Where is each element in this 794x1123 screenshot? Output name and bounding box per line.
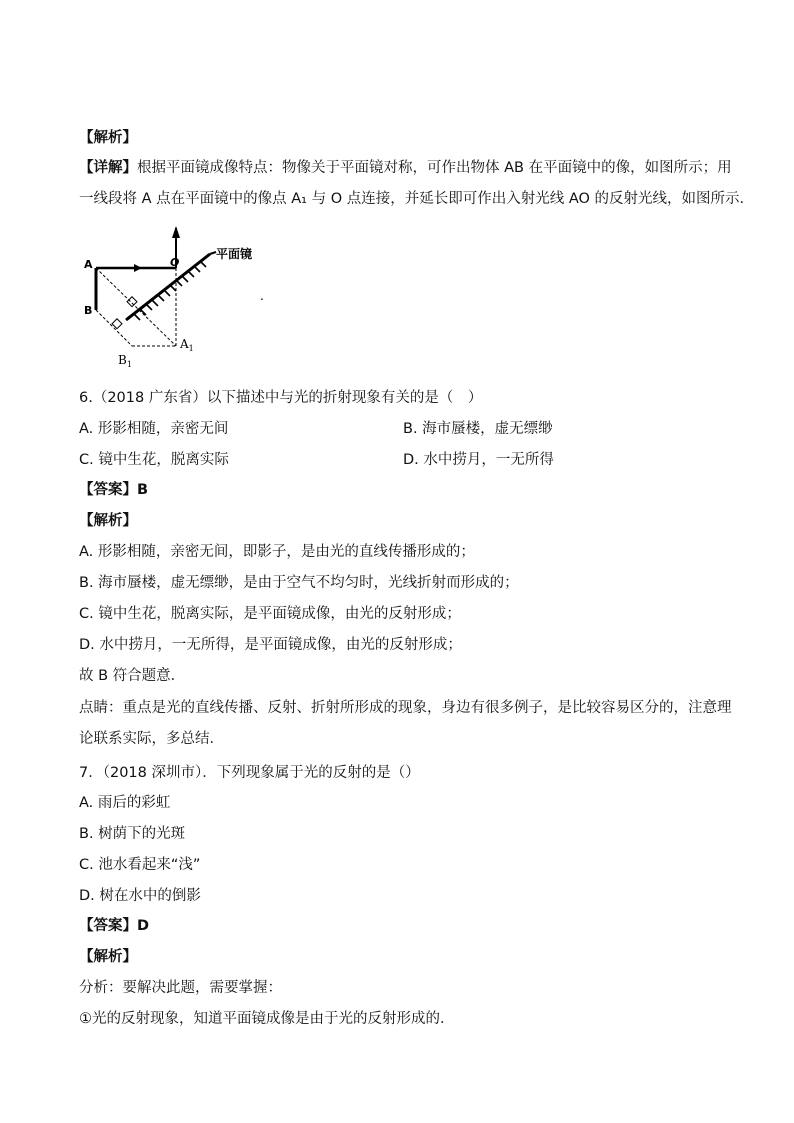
detail-text-1: 根据平面镜成像特点：物像关于平面镜对称，可作出物体 AB 在平面镜中的像，如图所示；用 [137,160,732,176]
plane-mirror [126,254,210,320]
q6-analysis-a: A. 形影相随，亲密无间，即影子，是由光的直线传播形成的； [79,544,475,560]
q7-option-c: C. 池水看起来“浅” [79,857,201,873]
label-B: B [84,304,93,317]
detail-line-2: 一线段将 A 点在平面镜中的像点 A₁ 与 O 点连接，并延长即可作出入射光线 AO 的反射光线，如图所示． [79,191,755,207]
detail-label: 【详解】 [79,160,137,176]
q6-answer: 【答案】B [79,482,149,498]
incident-arrow [134,264,142,272]
q6-stem: 6.（2018 广东省）以下描述中与光的折射现象有关的是（ ） [79,390,483,406]
q6-analysis-d: D. 水中捞月，一无所得，是平面镜成像，由光的反射形成； [79,637,462,653]
mirror-reflection-diagram [76,218,276,369]
right-angle-mark-2 [112,319,122,329]
label-A1: $A_1$ [180,337,194,353]
label-A: A [84,258,93,271]
analysis-heading: 【解析】 [79,130,137,146]
q7-stem: 7．（2018 深圳市）．下列现象属于光的反射的是（） [79,765,420,781]
right-angle-mark-1 [127,297,137,307]
q7-analysis-line-2: ①光的反射现象，知道平面镜成像是由于光的反射形成的． [79,1011,455,1027]
q7-analysis-line-1: 分析：要解决此题，需要掌握： [79,980,282,996]
construction-lines [96,268,176,346]
q7-option-a: A. 雨后的彩虹 [79,795,171,811]
q6-option-c: C. 镜中生花，脱离实际 [79,452,229,468]
q6-analysis-c: C. 镜中生花，脱离实际，是平面镜成像，由光的反射形成； [79,606,461,622]
q6-tip-line-1: 点睛：重点是光的直线传播、反射、折射所形成的现象，身边有很多例子，是比较容易区分的，注意理 [79,700,732,716]
q6-conclusion: 故 B 符合题意． [79,668,186,684]
label-B1: $B_1$ [118,353,132,369]
q7-analysis-heading: 【解析】 [79,949,137,965]
q6-analysis-b: B. 海市蜃楼，虚无缥缈，是由于空气不均匀时，光线折射而形成的； [79,575,519,591]
q6-option-a: A. 形影相随，亲密无间 [79,421,229,437]
q7-option-d: D. 树在水中的倒影 [79,888,201,904]
q7-option-b: B. 树荫下的光斑 [79,826,186,842]
label-O: O [170,256,180,269]
q6-option-b: B. 海市蜃楼，虚无缥缈 [403,421,553,437]
q6-tip-line-2: 论联系实际，多总结． [79,731,224,747]
q6-analysis-heading: 【解析】 [79,513,137,529]
q7-answer: 【答案】D [79,918,150,934]
reflected-arrow [172,226,180,238]
mirror-label: 平面镜 [216,247,253,261]
detail-line-1 [79,158,732,178]
label-dot: . [260,289,264,303]
mirror-hatching [134,261,206,320]
q6-option-d: D. 水中捞月，一无所得 [403,452,554,468]
